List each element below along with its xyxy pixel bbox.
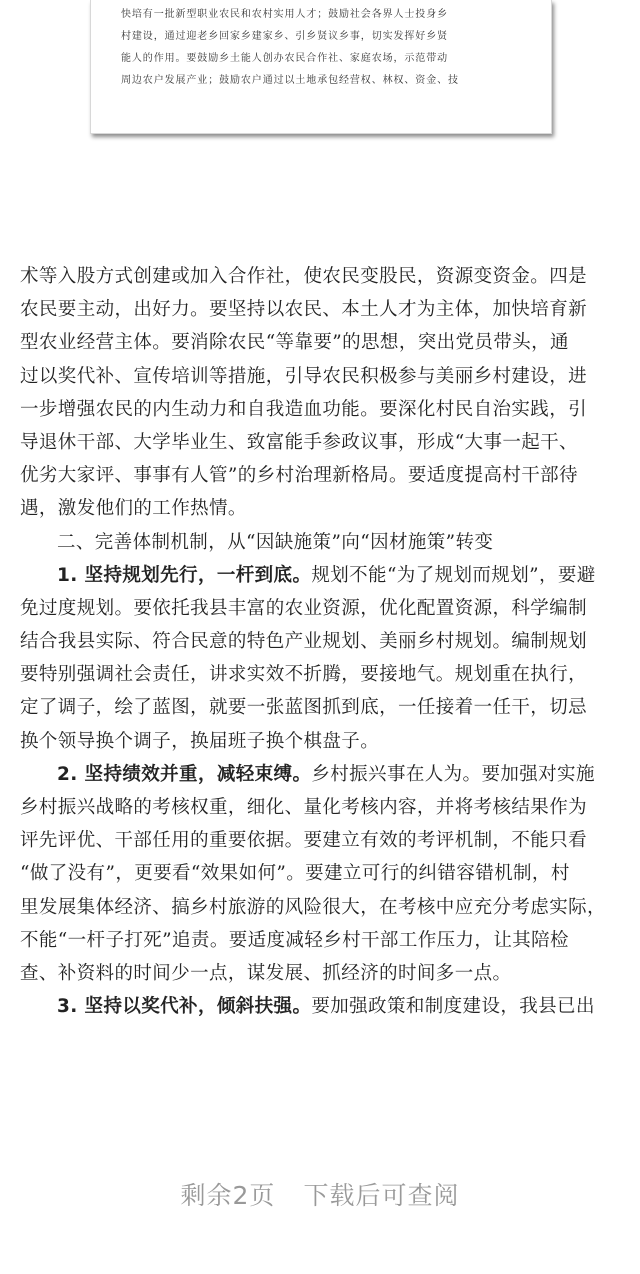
body-line	[20, 824, 624, 857]
body-line	[20, 326, 624, 359]
body-line	[20, 957, 624, 990]
preview-line: 能人的作用。要鼓励乡土能人创办农民合作社、家庭农场，示范带动	[121, 53, 448, 64]
subsection-heading: 2. 坚持绩效并重，减轻束缚。	[57, 763, 312, 785]
body-line	[20, 426, 624, 459]
subsection-line	[20, 559, 624, 592]
preview-line: 快培有一批新型职业农民和农村实用人才；鼓励社会各界人士投身乡	[121, 9, 448, 20]
body-line	[20, 492, 624, 525]
download-hint-text: 下载后可查阅	[303, 1181, 460, 1210]
line-text: 导退休干部、大学毕业生、致富能手参政议事，形成“大事一起干、	[20, 431, 578, 453]
line-text: 二、完善体制机制，从“因缺施策”向“因材施策”转变	[57, 531, 494, 553]
line-text: 乡村振兴战略的考核权重，细化、量化考核内容，并将考核结果作为	[20, 797, 588, 818]
line-text: 查、补资料的时间少一点，谋发展、抓经济的时间多一点。	[20, 962, 512, 984]
body-line	[20, 625, 624, 658]
body-line	[20, 592, 624, 625]
line-text: 规划不能“为了规划而规划”，要避	[311, 564, 596, 586]
line-text: 过以奖代补、宣传培训等措施，引导农民积极参与美丽乡村建设，进	[20, 365, 588, 387]
body-line	[20, 791, 624, 824]
body-line	[20, 691, 624, 724]
body-line	[20, 360, 624, 393]
preview-line: 村建设，通过迎老乡回家乡建家乡、引乡贤议乡事，切实发挥好乡贤	[121, 31, 448, 42]
line-text: 不能“一杆子打死”追责。要适度减轻乡村干部工作压力，让其陪检	[20, 929, 569, 951]
line-text: 换个领导换个调子，换届班子换个棋盘子。	[20, 730, 380, 752]
line-text: 型农业经营主体。要消除农民“等靠要”的思想，突出党员带头，通	[20, 332, 569, 354]
line-text: “做了没有”，更要看“效果如何”。要建立可行的纠错容错机制，村	[20, 863, 570, 885]
remaining-pages-text: 剩余2页	[180, 1181, 276, 1210]
subsection-heading: 3. 坚持以奖代补，倾斜扶强。	[57, 996, 312, 1018]
body-line	[20, 891, 624, 924]
download-prompt[interactable]	[0, 1176, 640, 1212]
body-line	[20, 857, 624, 890]
document-preview-card	[90, 0, 552, 134]
line-text: 乡村振兴事在人为。要加强对实施	[311, 763, 595, 785]
line-text: 农民要主动，出好力。要坚持以农民、本土人才为主体，加快培育新	[20, 299, 588, 321]
line-text: 优劣大家评、事事有人管”的乡村治理新格局。要适度提高村干部待	[20, 465, 578, 487]
body-line	[20, 260, 624, 293]
line-text: 结合我县实际、符合民意的特色产业规划、美丽乡村规划。编制规划	[20, 631, 588, 653]
body-line	[20, 393, 624, 426]
line-text: 要加强政策和制度建设，我县已出	[311, 996, 595, 1018]
subsection-line	[20, 758, 624, 791]
section-heading	[20, 526, 624, 559]
subsection-heading: 1. 坚持规划先行，一杆到底。	[57, 564, 312, 586]
body-line	[20, 725, 624, 758]
body-line	[20, 459, 624, 492]
line-text: 术等入股方式创建或加入合作社，使农民变股民，资源变资金。四是	[20, 266, 588, 287]
line-text: 遇，激发他们的工作热情。	[20, 498, 247, 520]
preview-line: 周边农户发展产业；鼓励农户通过以土地承包经营权、林权、资金、技	[121, 75, 459, 86]
line-text: 要特别强调社会责任，讲求实效不折腾，要接地气。规划重在执行，	[20, 664, 588, 686]
subsection-line	[20, 990, 624, 1023]
line-text: 定了调子，绘了蓝图，就要一张蓝图抓到底，一任接着一任干，切忌	[20, 697, 588, 719]
line-text: 里发展集体经济、搞乡村旅游的风险很大，在考核中应充分考虑实际，	[20, 896, 606, 918]
line-text: 免过度规划。要依托我县丰富的农业资源，优化配置资源，科学编制	[20, 597, 588, 619]
body-line	[20, 924, 624, 957]
line-text: 一步增强农民的内生动力和自我造血功能。要深化村民自治实践，引	[20, 398, 588, 420]
body-line	[20, 658, 624, 691]
body-line	[20, 293, 624, 326]
line-text: 评先评优、干部任用的重要依据。要建立有效的考评机制，不能只看	[20, 830, 588, 852]
document-body	[0, 260, 640, 1023]
